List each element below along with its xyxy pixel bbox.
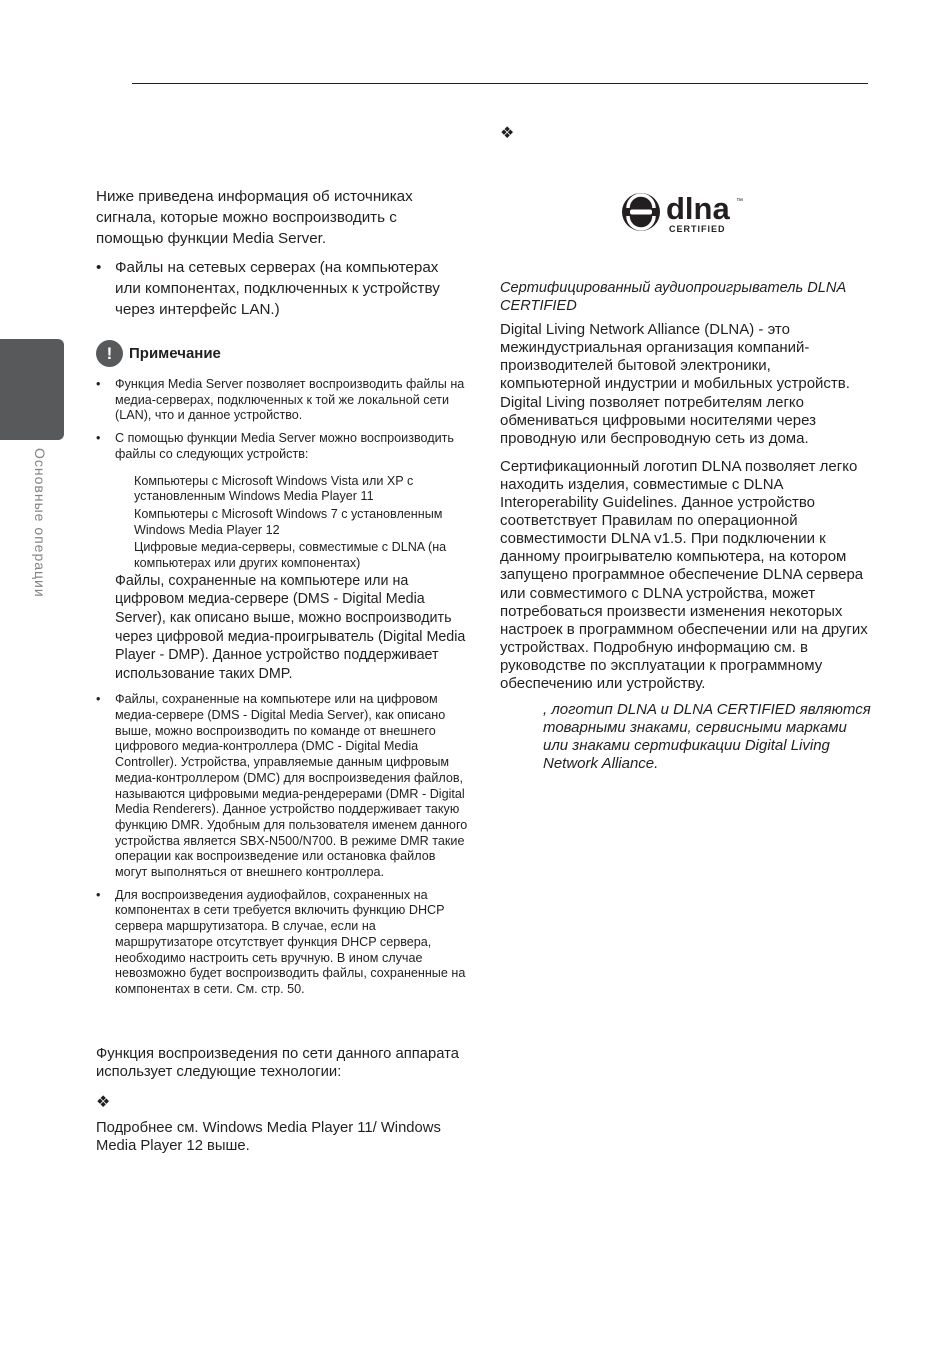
device-item-vista: Компьютеры с Microsoft Windows Vista или XP с установленным Windows Media Player 11	[134, 473, 414, 504]
note-header	[96, 340, 468, 367]
list-item	[96, 888, 468, 998]
right-column	[500, 124, 872, 773]
note-item-dmr: Файлы, сохраненные на компьютере или на цифровом медиа-сервере (DMS - Digital Media Server), как описано выше, можно воспроизводить по команде от внешнего цифрового медиа-контроллера (DMC - Digital Media Controller). Устройства, управляемые данным цифровым медиа-контроллером (DMC) для воспроизведения файлов, называются цифровыми медиа-рендерерами (DMR - Digital Media Renderers). Данное устройство поддерживает такую функцию DMR. Удобным для пользователя именем данного устройства является SBX-N500/N700. В режиме DMR такие операции как воспроизведение или остановка файлов могут выполняться от внешнего контроллера.	[115, 692, 468, 880]
list-item	[96, 377, 468, 424]
dlna-emblem-icon	[622, 193, 660, 231]
trademark-notice	[500, 701, 872, 773]
device-list	[134, 474, 468, 572]
logo-word: dlna	[666, 191, 730, 226]
network-files-item: Файлы на сетевых серверах (на компьютерах или компонентах, подключенных к устройству через интерфейс LAN.)	[115, 259, 440, 318]
dmp-paragraph: Файлы, сохраненные на компьютере или на цифровом медиа-сервере (DMS - Digital Media Server), как описано выше, можно воспроизводить через цифровой медиа-проигрыватель (Digital Media Player - DMP). Данное устройство поддерживает использование таких DMP.	[115, 572, 466, 682]
wmp-reference: Подробнее см. Windows Media Player 11/ Windows Media Player 12 выше.	[96, 1119, 441, 1154]
note-item-dhcp: Для воспроизведения аудиофайлов, сохраненных на компонентах в сети требуется включить функцию DHCP сервера маршрутизатора. В случае, если на маршрутизаторе отсутствует функция DHCP сервера, необходимо настроить сеть вручную. В ином случае невозможно будет воспроизводить файлы, сохраненные на компонентах в сети. См. стр. 50.	[115, 887, 466, 996]
dlna-description: Digital Living Network Alliance (DLNA) - это межиндустриальная организация компаний-производителей бытовой электроники, компьютерной индустрии и мобильных устройств. Digital Living позволяет потребителям легко обмениваться цифровыми носителями через проводную или беспроводную сеть из дома.	[500, 321, 850, 447]
bullet-icon: •	[96, 377, 101, 391]
logo-trademark: ™	[736, 198, 743, 205]
dlna-certified-logo	[618, 190, 750, 236]
chapter-tab	[0, 339, 64, 440]
logo-certified: CERTIFIED	[669, 224, 726, 234]
bullet-icon: •	[96, 259, 102, 276]
logo-caption: Сертифицированный аудиопроигрыватель DLNA CERTIFIED	[500, 280, 846, 314]
intro-paragraph: Ниже приведена информация об источниках сигнала, которые можно воспроизводить с помощью функции Media Server.	[96, 188, 413, 247]
exclamation-icon: !	[96, 340, 123, 367]
dlna-certification-info: Сертификационный логотип DLNA позволяет легко находить изделия, совместимые с DLNA Interoperability Guidelines. Данное устройство соответствует Правилам по операционной совместимости DLNA v1.5. При подключении к данному проигрывателю компьютера, на котором запущено программное обеспечение DLNA сервера или совместимого с DLNA устройства, может потребоваться произвести изменения некоторых настроек в программном обеспечении или на других устройствах. Подробную информацию см. в руководстве по эксплуатации к программному обеспечению или устройству.	[500, 457, 868, 692]
list-item	[96, 431, 468, 462]
diamond-bullet-icon: ❖	[96, 1093, 111, 1111]
note-title: Примечание	[129, 345, 221, 362]
device-item-dlna-server: Цифровые медиа-серверы, совместимые с DLNA (на компьютерах или других компонентах)	[134, 540, 447, 571]
bullet-icon: •	[96, 431, 101, 446]
top-rule	[132, 83, 868, 84]
left-column	[96, 186, 468, 1155]
bullet-icon: •	[96, 887, 101, 902]
note-item-devices: С помощью функции Media Server можно воспроизводить файлы со следующих устройств:	[115, 431, 454, 461]
diamond-bullet-icon: ❖	[500, 125, 515, 142]
tech-intro: Функция воспроизведения по сети данного аппарата использует следующие технологии:	[96, 1045, 459, 1080]
list-item	[96, 692, 468, 880]
list-item	[96, 257, 468, 320]
chapter-label: Основные операции	[32, 448, 48, 598]
bullet-icon: •	[96, 692, 101, 707]
trademark-text: , логотип DLNA и DLNA CERTIFIED являются товарными знаками, сервисными марками или знаками сертификации Digital Living Network Alliance.	[543, 701, 871, 773]
note-item-media-server: Функция Media Server позволяет воспроизводить файлы на медиа-серверах, подключенных к той же локальной сети (LAN), что и данное устройство.	[115, 377, 465, 423]
device-item-win7: Компьютеры с Microsoft Windows 7 с установленным Windows Media Player 12	[134, 506, 443, 537]
